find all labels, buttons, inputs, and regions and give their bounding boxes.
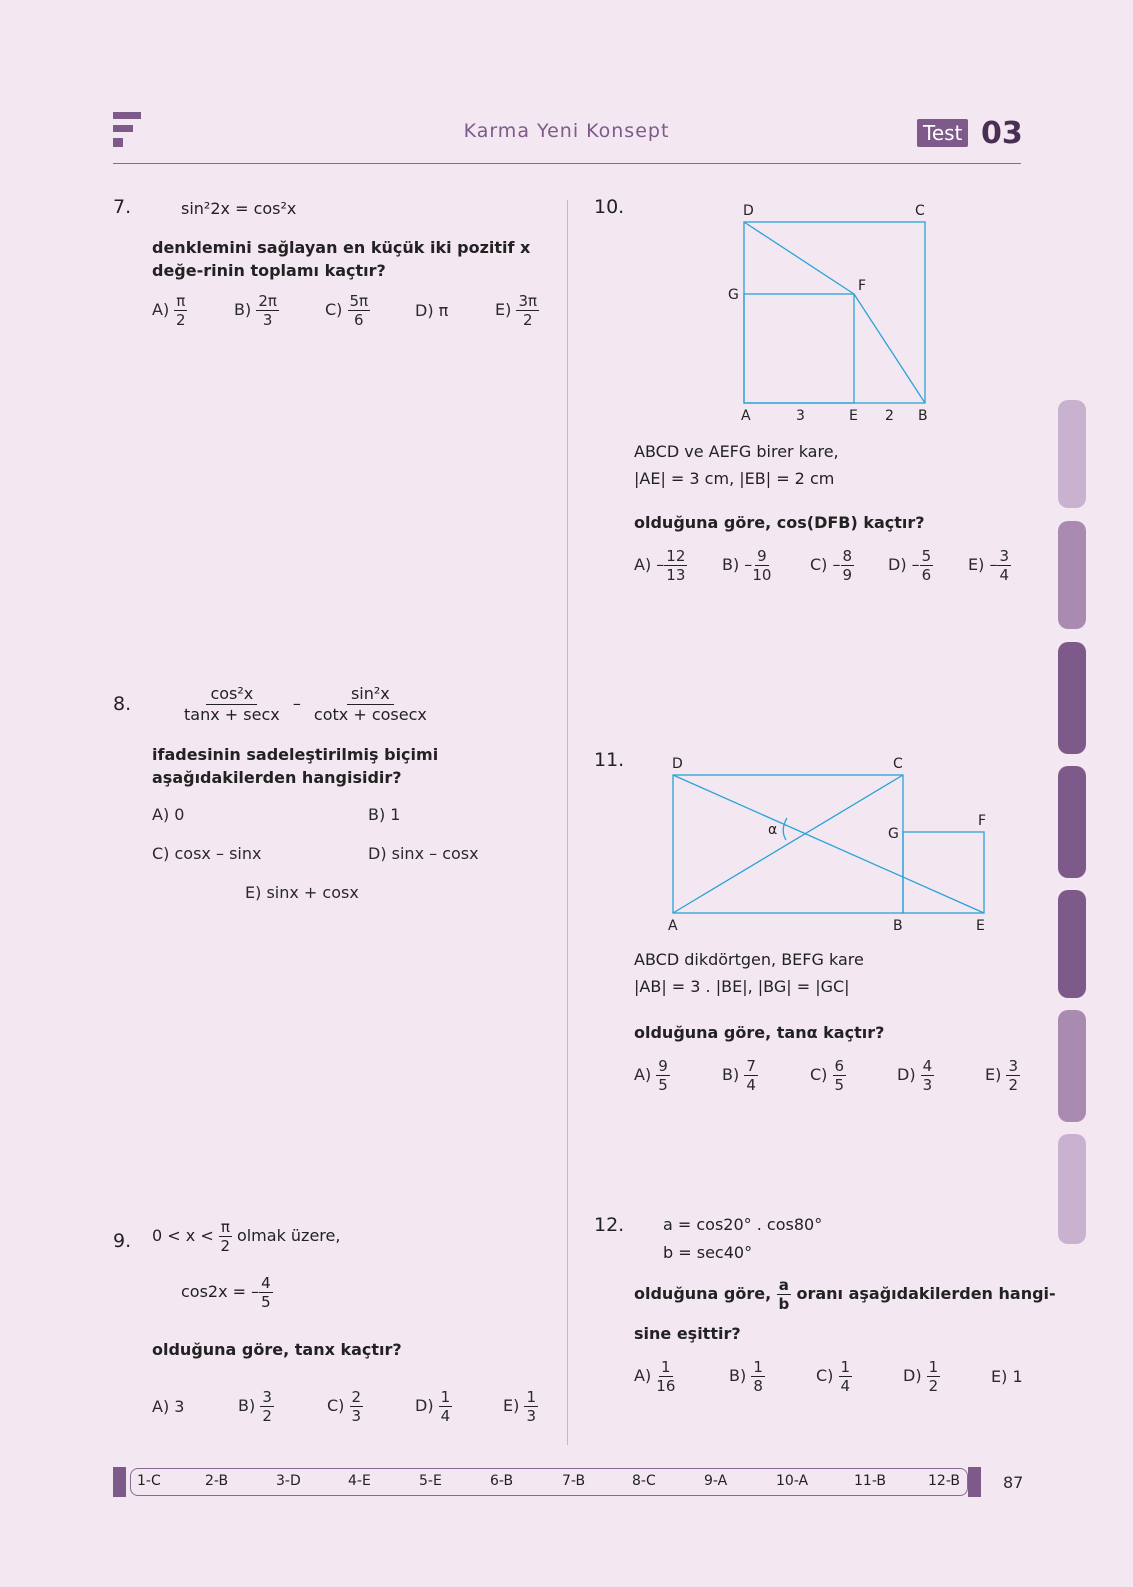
label-f: F (858, 278, 867, 294)
option-e[interactable]: E) 1 (991, 1367, 1023, 1386)
option-e[interactable]: E) – $\frac{3}{4}$ (968, 547, 1009, 584)
q7-equation: sin²2x = cos²x (181, 199, 297, 218)
option-d[interactable]: D) sinx – cosx (368, 844, 479, 863)
test-number: 03 (981, 116, 1023, 151)
option-a[interactable]: A) $\frac{\pi}{2}$ (152, 292, 186, 329)
option-e[interactable]: E) sinx + cosx (245, 883, 359, 902)
option-b[interactable]: B) $\frac{1}{8}$ (729, 1358, 763, 1395)
label-c: C (893, 756, 903, 772)
side-tab[interactable] (1058, 766, 1086, 878)
q11-line2: |AB| = 3 . |BE|, |BG| = |GC| (634, 977, 850, 996)
question-number: 12. (594, 1214, 625, 1236)
question-number: 10. (594, 196, 625, 218)
answer-key-item: 11-B (854, 1473, 886, 1489)
answer-key-item: 7-B (562, 1473, 586, 1489)
test-badge: Test (917, 119, 968, 147)
question-number: 9. (113, 1230, 132, 1252)
label-a: A (741, 408, 751, 424)
option-a[interactable]: A) $\frac{1}{16}$ (634, 1358, 676, 1395)
q12-question-cont: sine eşittir? (634, 1324, 741, 1343)
option-e[interactable]: E) $\frac{3\pi}{2}$ (495, 292, 538, 329)
option-d[interactable]: D) π (415, 301, 449, 320)
answer-key-item: 6-B (490, 1473, 514, 1489)
q11-line1: ABCD dikdörtgen, BEFG kare (634, 950, 864, 969)
q8-expression: $\frac{\text{cos²x}}{\tan x + \sec x}$ – $\frac{\text{sin²x}}{\cot x + cosecx}$ (184, 684, 427, 724)
answer-key-item: 3-D (276, 1473, 301, 1489)
answer-key-item: 9-A (704, 1473, 728, 1489)
option-d[interactable]: D) – $\frac{5}{6}$ (888, 547, 932, 584)
question-number: 11. (594, 749, 625, 771)
q7-text: denklemini sağlayan en küçük iki pozitif x değe-rinin toplamı kaçtır? (152, 238, 531, 280)
answer-key-item: 1-C (137, 1473, 161, 1489)
label-e: E (849, 408, 858, 424)
side-tab[interactable] (1058, 1134, 1086, 1244)
option-a[interactable]: A) $\frac{9}{5}$ (634, 1057, 668, 1094)
q12-question: olduğuna göre, $\frac{a}{b}$ oranı aşağıdakilerden hangi- (634, 1276, 1056, 1313)
header-rule (113, 163, 1021, 164)
footer-bar-left (113, 1467, 126, 1497)
option-c[interactable]: C) – $\frac{8}{9}$ (810, 547, 853, 584)
option-a[interactable]: A) 3 (152, 1397, 185, 1416)
option-d[interactable]: D) $\frac{4}{3}$ (897, 1057, 933, 1094)
q9-equation: cos2x = – $\frac{4}{5}$ (181, 1274, 271, 1311)
question-number: 8. (113, 693, 132, 715)
label-alpha: α (768, 822, 778, 838)
q10-question: olduğuna göre, cos(DFB) kaçtır? (634, 513, 925, 532)
label-c: C (915, 203, 925, 219)
side-tab[interactable] (1058, 890, 1086, 998)
option-d[interactable]: D) $\frac{1}{4}$ (415, 1388, 451, 1425)
column-divider (567, 200, 568, 1445)
label-f: F (978, 813, 987, 829)
q9-question: olduğuna göre, tanx kaçtır? (152, 1340, 402, 1359)
label-b: B (918, 408, 928, 424)
answer-key (130, 1468, 968, 1496)
header-title: Karma Yeni Konsept (463, 120, 670, 142)
label-eb: 2 (885, 408, 894, 424)
option-b[interactable]: B) $\frac{3}{2}$ (238, 1388, 272, 1425)
answer-key-item: 4-E (348, 1473, 371, 1489)
side-tab[interactable] (1058, 642, 1086, 754)
label-e: E (976, 918, 985, 934)
label-ae: 3 (796, 408, 805, 424)
option-c[interactable]: C) $\frac{6}{5}$ (810, 1057, 845, 1094)
answer-key-item: 12-B (928, 1473, 960, 1489)
answer-key-item: 10-A (776, 1473, 809, 1489)
q12-line1: a = cos20° . cos80° (663, 1215, 823, 1234)
page-number: 87 (1003, 1473, 1024, 1492)
q10-figure (715, 195, 945, 425)
label-b: B (893, 918, 903, 934)
q11-question: olduğuna göre, tanα kaçtır? (634, 1023, 885, 1042)
label-g: G (888, 826, 899, 842)
option-b[interactable]: B) – $\frac{9}{10}$ (722, 547, 772, 584)
q9-condition: 0 < x < $\frac{\pi}{2}$ olmak üzere, (152, 1218, 341, 1255)
option-b[interactable]: B) $\frac{7}{4}$ (722, 1057, 756, 1094)
option-e[interactable]: E) $\frac{3}{2}$ (985, 1057, 1018, 1094)
label-g: G (728, 287, 739, 303)
label-d: D (743, 203, 754, 219)
option-c[interactable]: C) $\frac{2}{3}$ (327, 1388, 362, 1425)
option-c[interactable]: C) $\frac{1}{4}$ (816, 1358, 851, 1395)
option-a[interactable]: A) – $\frac{12}{13}$ (634, 547, 686, 584)
option-b[interactable]: B) 1 (368, 805, 401, 824)
q8-text: ifadesinin sadeleştirilmiş biçimi aşağıdakilerden hangisidir? (152, 745, 439, 787)
answer-key-item: 5-E (419, 1473, 442, 1489)
option-c[interactable]: C) $\frac{5\pi}{6}$ (325, 292, 369, 329)
side-tab[interactable] (1058, 521, 1086, 629)
label-a: A (668, 918, 678, 934)
option-b[interactable]: B) $\frac{2\pi}{3}$ (234, 292, 277, 329)
q10-line2: |AE| = 3 cm, |EB| = 2 cm (634, 469, 835, 488)
footer-bar-right (968, 1467, 981, 1497)
option-c[interactable]: C) cosx – sinx (152, 844, 262, 863)
side-tab[interactable] (1058, 1010, 1086, 1122)
option-d[interactable]: D) $\frac{1}{2}$ (903, 1358, 939, 1395)
q10-line1: ABCD ve AEFG birer kare, (634, 442, 839, 461)
question-number: 7. (113, 196, 132, 218)
side-tab[interactable] (1058, 400, 1086, 508)
q11-figure (660, 750, 1000, 940)
q12-line2: b = sec40° (663, 1243, 753, 1262)
label-d: D (672, 756, 683, 772)
option-e[interactable]: E) $\frac{1}{3}$ (503, 1388, 536, 1425)
answer-key-item: 8-C (632, 1473, 656, 1489)
option-a[interactable]: A) 0 (152, 805, 185, 824)
answer-key-item: 2-B (205, 1473, 229, 1489)
